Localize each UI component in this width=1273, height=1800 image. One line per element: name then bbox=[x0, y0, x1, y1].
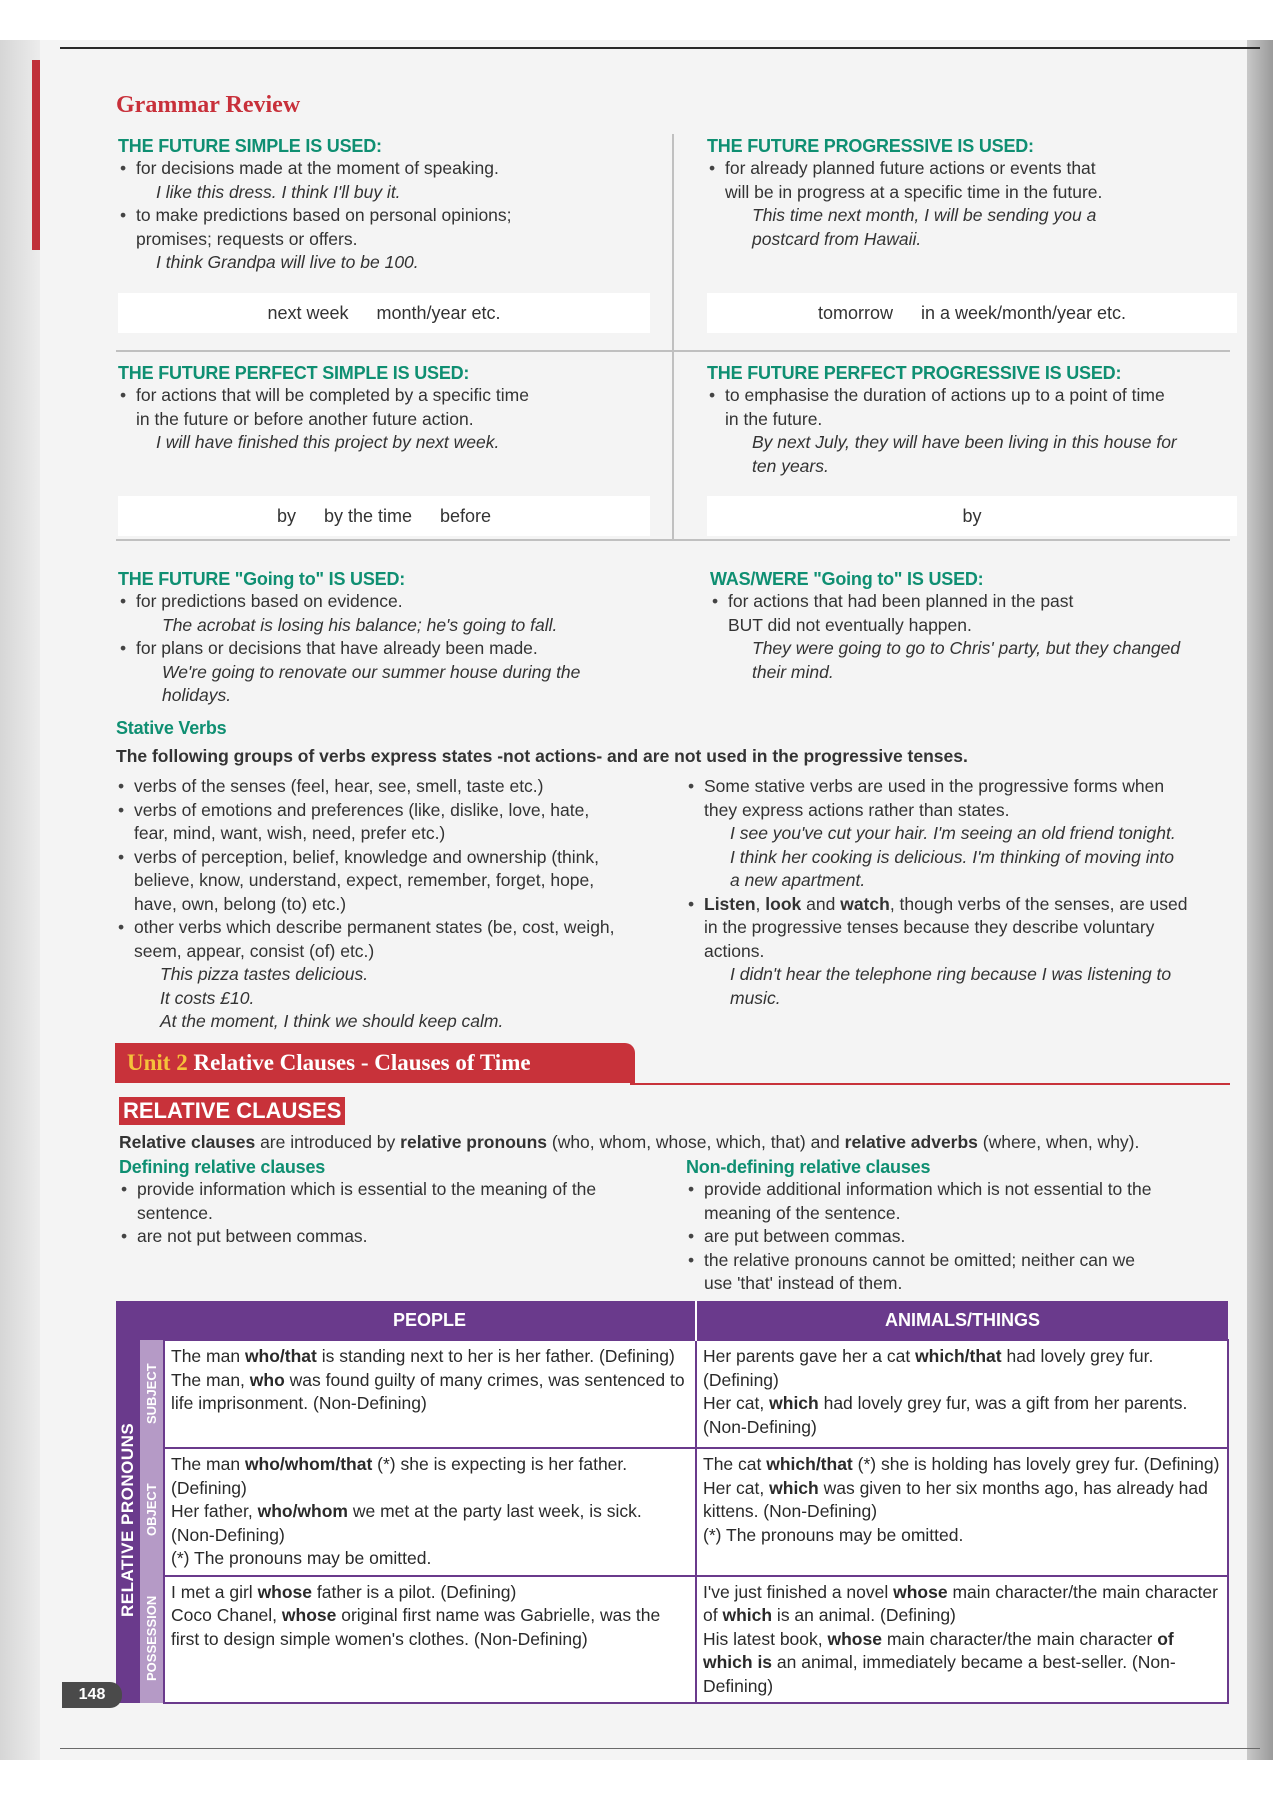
stative-list-2a: • verbs of emotions and preferences (like, dislike, love, hate, bbox=[116, 799, 676, 823]
cell-object-people bbox=[164, 1448, 696, 1576]
future-perfect-simple-example: I will have finished this project by next week. bbox=[156, 432, 500, 452]
cell-line: (*) The pronouns may be omitted. bbox=[171, 1548, 432, 1568]
cell-line bbox=[171, 1604, 689, 1651]
top-rule bbox=[60, 47, 1260, 49]
cell-possession-people bbox=[164, 1576, 696, 1704]
relative-intro bbox=[119, 1131, 1234, 1155]
row-label-cell bbox=[140, 1576, 164, 1704]
table-row-subject bbox=[116, 1340, 1228, 1448]
future-simple-heading: THE FUTURE SIMPLE IS USED: bbox=[118, 136, 382, 156]
defining-heading: Defining relative clauses bbox=[119, 1157, 326, 1177]
future-progressive-example-1b: postcard from Hawaii. bbox=[752, 228, 922, 249]
stative-list-3a: • verbs of perception, belief, knowledge and ownership (think, bbox=[116, 846, 676, 870]
cell-line bbox=[171, 1453, 689, 1500]
cell-line bbox=[703, 1392, 1221, 1439]
book-spine bbox=[0, 40, 40, 1760]
bottom-rule bbox=[60, 1748, 1260, 1749]
column-header-things: ANIMALS/THINGS bbox=[696, 1301, 1228, 1340]
future-simple-bullet-2b: promises; requests or offers. bbox=[136, 228, 358, 249]
cell-line bbox=[171, 1581, 689, 1605]
table-row-possession bbox=[116, 1576, 1228, 1704]
stative-list-1: • verbs of the senses (feel, hear, see, smell, taste etc.) bbox=[116, 775, 676, 799]
stative-right-example-1: I see you've cut your hair. I'm seeing an old friend tonight. bbox=[730, 823, 1176, 843]
bold-term: relative adverbs bbox=[844, 1132, 978, 1152]
cell-possession-things bbox=[696, 1576, 1228, 1704]
stative-right-example-3a: I didn't hear the telephone ring because I was listening to bbox=[730, 964, 1172, 984]
row-label-subject: SUBJECT bbox=[144, 1363, 159, 1425]
future-perfect-progressive-example-1a: By next July, they will have been living in this house for bbox=[752, 432, 1177, 452]
row-label-possession: POSSESSION bbox=[144, 1594, 159, 1681]
cell-line: (*) The pronouns may be omitted. bbox=[703, 1524, 964, 1545]
text: an animal, immediately became a best-seller. (Non-Defining) bbox=[703, 1652, 1176, 1696]
stative-example-2: It costs £10. bbox=[160, 987, 255, 1008]
pronoun: whose bbox=[257, 1581, 313, 1602]
future-perfect-progressive-example-1b: ten years. bbox=[752, 455, 829, 476]
non-defining-section bbox=[686, 1157, 1231, 1296]
was-going-to-heading: WAS/WERE "Going to" IS USED: bbox=[710, 569, 984, 589]
defining-section bbox=[119, 1157, 679, 1249]
text: The man bbox=[171, 1454, 245, 1474]
cell-line bbox=[171, 1345, 689, 1369]
text: (*) she is expecting is her father. (Defining) bbox=[171, 1454, 628, 1498]
going-to-bullet-2: • for plans or decisions that have already been made. bbox=[118, 637, 678, 661]
pronoun: which/that bbox=[766, 1454, 853, 1474]
text: Her parents gave her a cat bbox=[703, 1346, 916, 1366]
was-going-to-example-1b: their mind. bbox=[752, 661, 834, 682]
bold-term: Relative clauses bbox=[119, 1132, 256, 1152]
stative-right-example-3b: music. bbox=[730, 987, 781, 1008]
red-margin-strip bbox=[32, 60, 40, 250]
kw-look: look bbox=[765, 893, 802, 914]
text: The man bbox=[171, 1346, 245, 1366]
text: main character/the main character bbox=[881, 1628, 1158, 1649]
pronoun: who bbox=[249, 1369, 285, 1390]
text: (where, when, why). bbox=[977, 1132, 1140, 1152]
cell-line bbox=[703, 1477, 1221, 1524]
pronoun: who/that bbox=[244, 1346, 317, 1366]
stative-right-2b: in the progressive tenses because they describe voluntary bbox=[704, 917, 1155, 937]
keyword: tomorrow bbox=[817, 302, 893, 323]
future-perfect-progressive-heading: THE FUTURE PERFECT PROGRESSIVE IS USED: bbox=[707, 363, 1122, 383]
keyword: by bbox=[276, 505, 296, 526]
unit-banner bbox=[115, 1043, 635, 1083]
future-simple-example-1: I like this dress. I think I'll buy it. bbox=[156, 181, 401, 202]
cell-subject-things bbox=[696, 1340, 1228, 1448]
text: Her cat, bbox=[703, 1477, 770, 1498]
future-progressive-bullet-1a: • for already planned future actions or events that bbox=[707, 157, 1237, 181]
going-to-example-1: The acrobat is losing his balance; he's going to fall. bbox=[162, 614, 558, 635]
future-perfect-simple-keywords bbox=[118, 496, 650, 536]
going-to-section bbox=[118, 569, 678, 708]
future-perfect-progressive-section bbox=[707, 363, 1237, 478]
future-simple-bullet-1: • for decisions made at the moment of speaking. bbox=[118, 157, 658, 181]
stative-right-2a bbox=[686, 893, 1231, 917]
future-perfect-progressive-bullet-1b: in the future. bbox=[725, 408, 823, 429]
cell-line bbox=[703, 1453, 1221, 1477]
section-divider-1 bbox=[116, 350, 1230, 352]
text: original first name was Gabrielle, was the first to design simple women's clothes. (Non-Defining) bbox=[171, 1605, 661, 1649]
stative-right-1b: they express actions rather than states. bbox=[704, 799, 1010, 820]
unit-number: Unit 2 bbox=[127, 1050, 188, 1075]
pronoun: whose bbox=[827, 1628, 882, 1649]
pronoun: who/whom/that bbox=[244, 1454, 373, 1474]
text: is standing next to her is her father. (Defining) bbox=[316, 1346, 675, 1366]
column-divider bbox=[672, 134, 674, 539]
pronoun: who/whom bbox=[257, 1501, 348, 1521]
defining-bullet-1a: • provide information which is essential to the meaning of the bbox=[119, 1178, 679, 1202]
text: (who, whom, whose, which, that) and bbox=[547, 1132, 845, 1152]
cell-line bbox=[703, 1345, 1221, 1392]
pronoun: which bbox=[769, 1393, 819, 1413]
row-label-cell bbox=[140, 1340, 164, 1448]
keyword: before bbox=[440, 505, 492, 526]
non-defining-bullet-2: • are put between commas. bbox=[686, 1225, 1231, 1249]
cell-object-things bbox=[696, 1448, 1228, 1576]
separator: and bbox=[801, 893, 841, 914]
section-divider-2 bbox=[116, 539, 1230, 541]
future-simple-keywords bbox=[118, 293, 650, 333]
text: Coco Chanel, bbox=[171, 1605, 282, 1625]
cell-line bbox=[703, 1628, 1221, 1699]
future-simple-example-2: I think Grandpa will live to be 100. bbox=[156, 252, 419, 272]
stative-right-example-2b: a new apartment. bbox=[730, 870, 866, 890]
text: The man, bbox=[171, 1369, 250, 1390]
cell-line bbox=[171, 1500, 689, 1547]
page-edge-shadow bbox=[1247, 40, 1273, 1760]
row-label-cell bbox=[140, 1448, 164, 1576]
table-header-row bbox=[116, 1301, 1228, 1340]
pronoun: which bbox=[722, 1605, 773, 1625]
keyword: month/year etc. bbox=[376, 302, 501, 323]
was-going-to-section bbox=[710, 569, 1240, 684]
stative-left-column bbox=[116, 775, 676, 1034]
future-progressive-heading: THE FUTURE PROGRESSIVE IS USED: bbox=[707, 136, 1034, 156]
keyword: by the time bbox=[323, 505, 412, 526]
text: Her cat, bbox=[703, 1393, 770, 1413]
relative-clauses-heading: RELATIVE CLAUSES bbox=[119, 1097, 345, 1125]
row-label-object: OBJECT bbox=[144, 1483, 159, 1537]
text: (*) she is holding has lovely grey fur. (Defining) bbox=[852, 1454, 1220, 1474]
future-perfect-progressive-keywords bbox=[707, 496, 1237, 536]
non-defining-bullet-1a: • provide additional information which is not essential to the bbox=[686, 1178, 1231, 1202]
table-corner bbox=[140, 1301, 164, 1340]
future-progressive-example-1a: This time next month, I will be sending you a bbox=[752, 205, 1097, 225]
pronoun: which/that bbox=[915, 1346, 1002, 1366]
stative-verbs-heading: Stative Verbs bbox=[116, 718, 227, 738]
non-defining-bullet-3a: • the relative pronouns cannot be omitted; neither can we bbox=[686, 1249, 1231, 1273]
column-header-people: PEOPLE bbox=[164, 1301, 696, 1340]
cell-line bbox=[703, 1581, 1221, 1628]
text: Her father, bbox=[171, 1501, 258, 1521]
cell-subject-people bbox=[164, 1340, 696, 1448]
stative-list-3c: have, own, belong (to) etc.) bbox=[134, 893, 347, 914]
text: is an animal. (Defining) bbox=[772, 1605, 956, 1625]
future-simple-section bbox=[118, 136, 658, 275]
stative-list-4a: • other verbs which describe permanent states (be, cost, weigh, bbox=[116, 916, 676, 940]
text: father is a pilot. (Defining) bbox=[312, 1581, 517, 1602]
text: we met at the party last week, is sick. (Non-Defining) bbox=[171, 1501, 642, 1545]
non-defining-heading: Non-defining relative clauses bbox=[686, 1157, 931, 1177]
stative-verbs-intro: The following groups of verbs express states -not actions- and are not used in the progressive tenses. bbox=[116, 746, 968, 766]
side-label-cell bbox=[116, 1340, 140, 1703]
stative-list-2b: fear, mind, want, wish, need, prefer etc.) bbox=[134, 823, 446, 843]
pronoun: of which is bbox=[703, 1628, 1174, 1672]
stative-list-3b: believe, know, understand, expect, remember, forget, hope, bbox=[134, 870, 595, 890]
text: are introduced by bbox=[255, 1132, 401, 1152]
kw-watch: watch bbox=[840, 893, 890, 914]
defining-bullet-2: • are not put between commas. bbox=[119, 1225, 679, 1249]
keyword: by bbox=[962, 505, 982, 526]
table-corner bbox=[116, 1301, 140, 1340]
stative-right-example-2a: I think her cooking is delicious. I'm thinking of moving into bbox=[730, 846, 1174, 867]
stative-right-1a: • Some stative verbs are used in the progressive forms when bbox=[686, 775, 1231, 799]
stative-example-3: At the moment, I think we should keep calm. bbox=[160, 1011, 504, 1031]
future-progressive-keywords bbox=[707, 293, 1237, 333]
keyword: in a week/month/year etc. bbox=[920, 302, 1127, 323]
stative-list-4b: seem, appear, consist (of) etc.) bbox=[134, 940, 375, 961]
future-perfect-progressive-bullet-1a: • to emphasise the duration of actions up to a point of time bbox=[707, 384, 1237, 408]
future-perfect-simple-heading: THE FUTURE PERFECT SIMPLE IS USED: bbox=[118, 363, 470, 383]
unit-rule bbox=[630, 1083, 1230, 1085]
pronoun: whose bbox=[893, 1581, 948, 1602]
non-defining-bullet-3b: use 'that' instead of them. bbox=[704, 1273, 903, 1293]
future-progressive-bullet-1b: will be in progress at a specific time in the future. bbox=[725, 181, 1103, 202]
going-to-bullet-1: • for predictions based on evidence. bbox=[118, 590, 678, 614]
text: was found guilty of many crimes, was sentenced to life imprisonment. (Non-Defining) bbox=[171, 1369, 685, 1413]
was-going-to-bullet-1b: BUT did not eventually happen. bbox=[728, 614, 972, 635]
text: I've just finished a novel bbox=[703, 1581, 894, 1602]
stative-example-1: This pizza tastes delicious. bbox=[160, 964, 369, 984]
text: was given to her six months ago, has already had kittens. (Non-Defining) bbox=[703, 1477, 1208, 1521]
future-progressive-section bbox=[707, 136, 1237, 251]
future-simple-bullet-2a: • to make predictions based on personal opinions; bbox=[118, 204, 658, 228]
pronoun: whose bbox=[281, 1605, 337, 1625]
bold-term: relative pronouns bbox=[400, 1132, 547, 1152]
table-row-object bbox=[116, 1448, 1228, 1576]
future-perfect-simple-bullet-1a: • for actions that will be completed by a specific time bbox=[118, 384, 658, 408]
separator: , bbox=[755, 893, 766, 914]
cell-line bbox=[171, 1369, 689, 1416]
text: had lovely grey fur. (Defining) bbox=[703, 1346, 1154, 1390]
text: , though verbs of the senses, are used bbox=[889, 893, 1188, 914]
was-going-to-example-1a: They were going to go to Chris' party, but they changed bbox=[752, 638, 1181, 658]
relative-pronouns-table bbox=[116, 1301, 1229, 1704]
text: main character/the main character of bbox=[703, 1581, 1218, 1625]
future-perfect-simple-bullet-1b: in the future or before another future action. bbox=[136, 408, 474, 429]
kw-listen: Listen bbox=[704, 893, 756, 914]
text: The cat bbox=[703, 1454, 767, 1474]
stative-right-column bbox=[686, 775, 1231, 1010]
page-title: Grammar Review bbox=[116, 92, 301, 118]
going-to-example-2b: holidays. bbox=[162, 685, 232, 705]
keyword: next week bbox=[267, 302, 349, 323]
stative-right-2c: actions. bbox=[704, 940, 765, 961]
side-label: RELATIVE PRONOUNS bbox=[118, 1422, 138, 1618]
defining-bullet-1b: sentence. bbox=[137, 1202, 213, 1223]
non-defining-bullet-1b: meaning of the sentence. bbox=[704, 1202, 901, 1223]
unit-title: Relative Clauses - Clauses of Time bbox=[193, 1050, 531, 1075]
was-going-to-bullet-1a: • for actions that had been planned in the past bbox=[710, 590, 1240, 614]
future-perfect-simple-section bbox=[118, 363, 658, 455]
page-number: 148 bbox=[62, 1682, 122, 1708]
text: His latest book, bbox=[703, 1628, 828, 1649]
pronoun: which bbox=[769, 1477, 819, 1498]
text: had lovely grey fur, was a gift from her parents. (Non-Defining) bbox=[703, 1393, 1188, 1437]
going-to-example-2a: We're going to renovate our summer house during the bbox=[162, 661, 581, 682]
going-to-heading: THE FUTURE "Going to" IS USED: bbox=[118, 569, 406, 589]
text: I met a girl bbox=[171, 1581, 258, 1602]
